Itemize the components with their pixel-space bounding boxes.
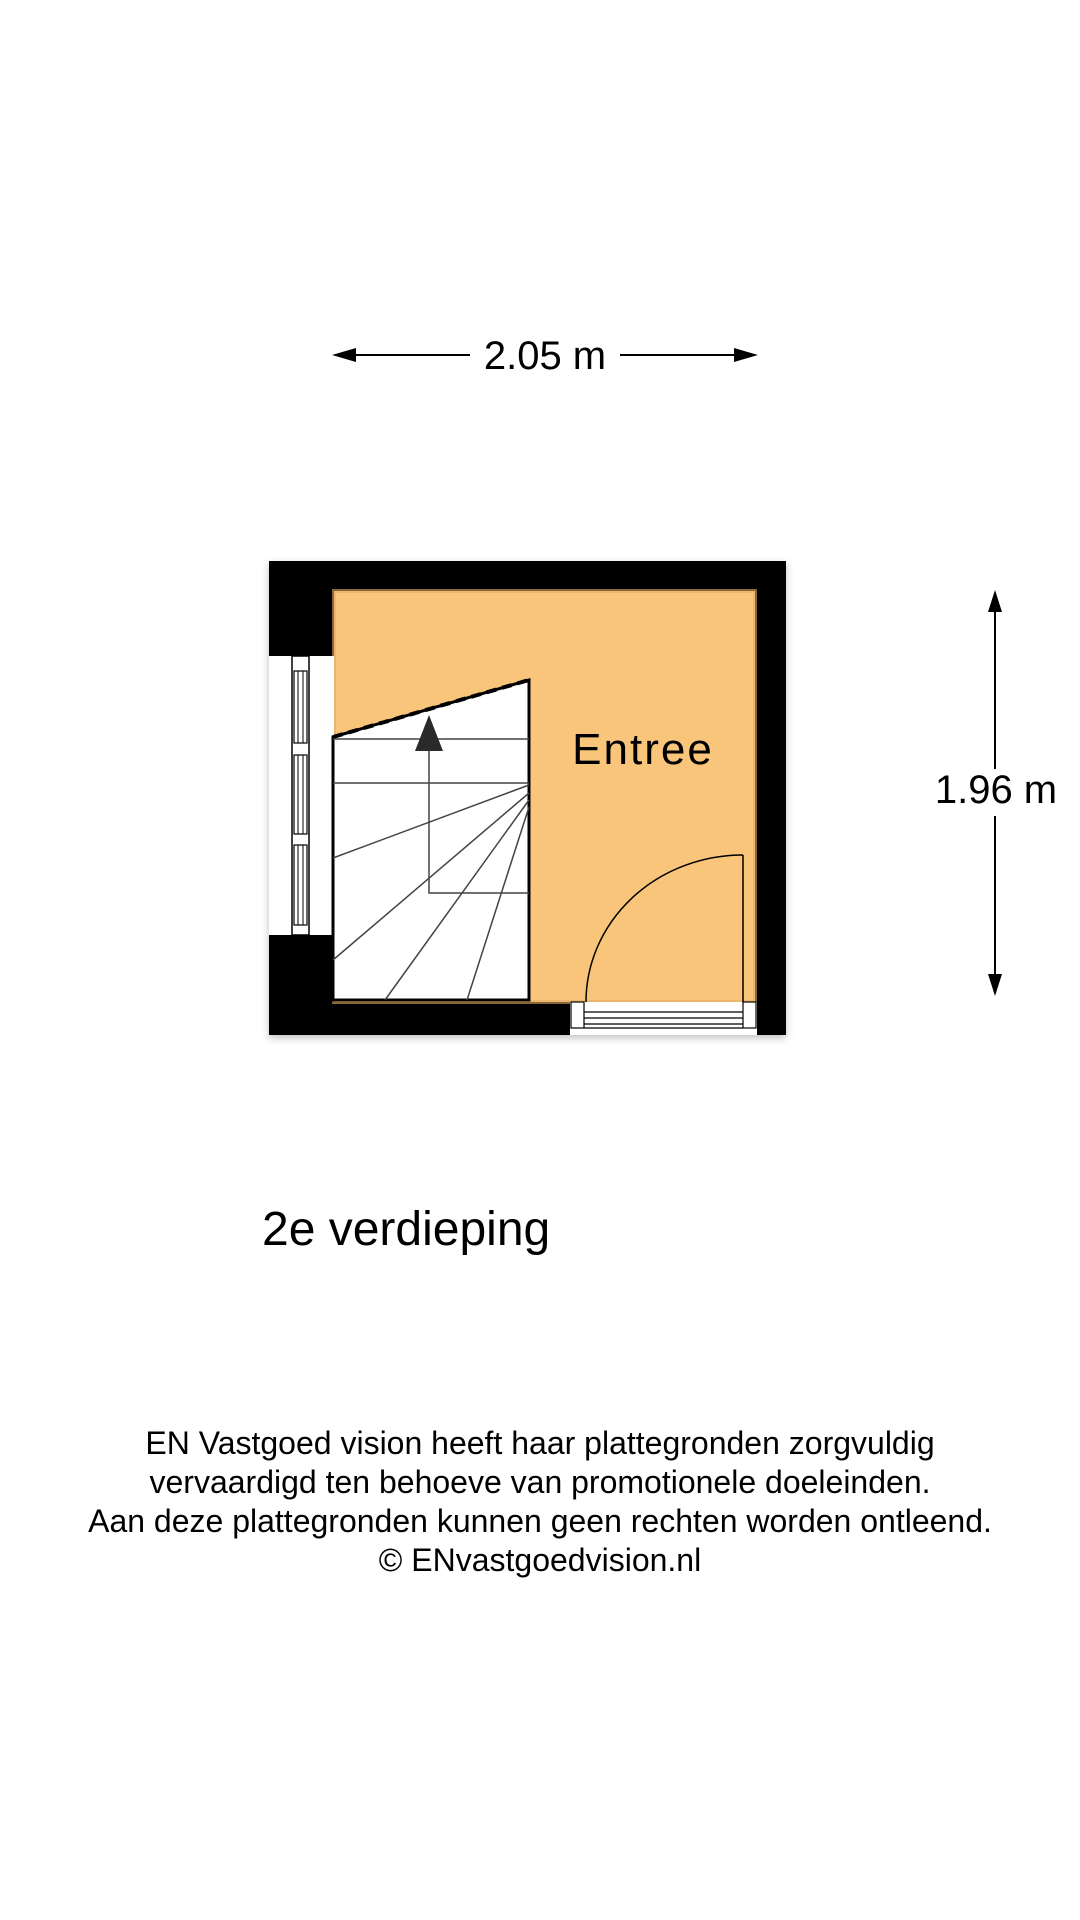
floor-title: 2e verdieping [262, 1203, 551, 1256]
disclaimer-line: Aan deze plattegronden kunnen geen rechten worden ontleend. [88, 1503, 992, 1539]
disclaimer-text [0, 1424, 1080, 1580]
disclaimer-line: EN Vastgoed vision heeft haar plattegronden zorgvuldig [145, 1425, 935, 1461]
room-label-entree: Entree [572, 725, 714, 774]
width-dimension-label: 2.05 m [483, 334, 607, 378]
disclaimer-line: vervaardigd ten behoeve van promotionele doeleinden. [149, 1464, 931, 1500]
left-window [269, 656, 334, 935]
height-dimension-label: 1.96 m [934, 768, 1058, 812]
staircase [333, 680, 529, 1000]
copyright-line: © ENvastgoedvision.nl [378, 1542, 702, 1578]
